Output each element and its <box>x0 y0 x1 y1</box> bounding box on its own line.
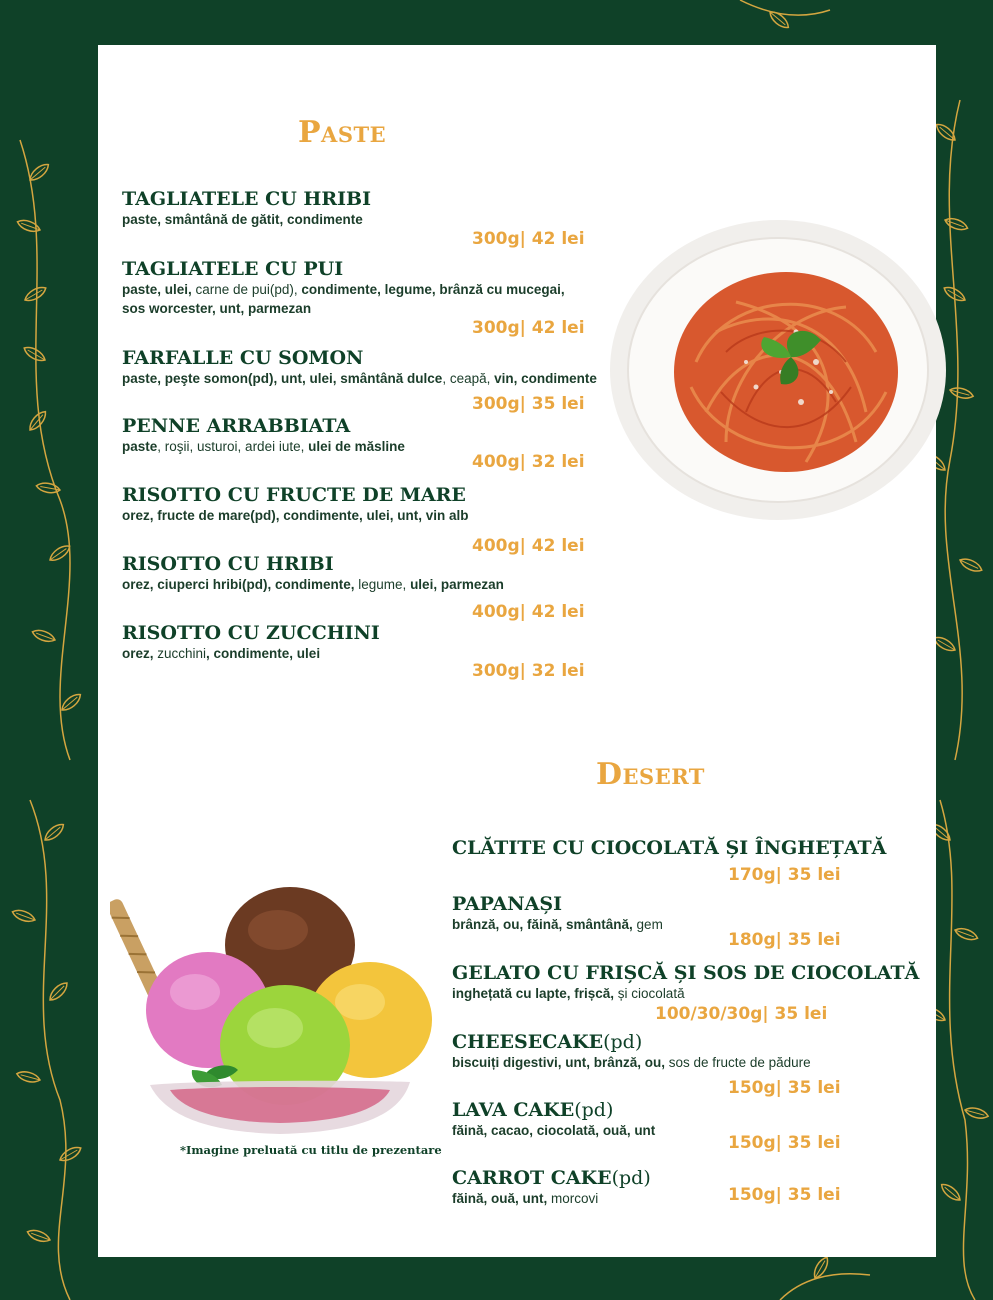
item-description: orez, ciuperci hribi(pd), condimente, legume, ulei, parmezan <box>122 577 504 592</box>
item-description: paste, roşii, usturoi, ardei iute, ulei de măsline <box>122 439 405 454</box>
item-price: 400g| 42 lei <box>472 602 585 622</box>
spaghetti-plate-image <box>606 212 946 522</box>
item-name: CARROT CAKE(pd) <box>452 1167 651 1189</box>
item-description: brânză, ou, făină, smântână, gem <box>452 917 663 932</box>
item-name: RISOTTO CU ZUCCHINI <box>122 622 380 644</box>
item-name: CLĂTITE CU CIOCOLATĂ ȘI ÎNGHEȚATĂ <box>452 837 887 859</box>
item-description: orez, fructe de mare(pd), condimente, ulei, unt, vin alb <box>122 508 469 523</box>
menu-item <box>452 962 972 1003</box>
item-price: 400g| 32 lei <box>472 452 585 472</box>
item-price: 300g| 42 lei <box>472 318 585 338</box>
item-price: 170g| 35 lei <box>728 865 841 885</box>
item-price: 400g| 42 lei <box>472 536 585 556</box>
item-name: PENNE ARRABBIATA <box>122 415 351 437</box>
item-description: paste, peşte somon(pd), unt, ulei, smântână dulce, ceapă, vin, condimente <box>122 371 597 386</box>
menu-item <box>452 893 972 934</box>
item-price: 150g| 35 lei <box>728 1078 841 1098</box>
item-price: 150g| 35 lei <box>728 1133 841 1153</box>
item-name: RISOTTO CU HRIBI <box>122 553 334 575</box>
menu-item <box>452 837 972 859</box>
item-name: TAGLIATELE CU HRIBI <box>122 188 371 210</box>
menu-item <box>122 347 642 388</box>
item-description: biscuiți digestivi, unt, brânză, ou, sos de fructe de pădure <box>452 1055 811 1070</box>
menu-item <box>452 1167 972 1208</box>
item-name: GELATO CU FRIȘCĂ ȘI SOS DE CIOCOLATĂ <box>452 962 920 984</box>
item-name: RISOTTO CU FRUCTE DE MARE <box>122 484 466 506</box>
item-description: paste, ulei, carne de pui(pd), condimente, legume, brânză cu mucegai, sos worcester, unt, parmezan <box>122 282 565 316</box>
ice-cream-image <box>110 870 435 1145</box>
menu-item <box>452 1031 972 1072</box>
item-price: 300g| 35 lei <box>472 394 585 414</box>
item-price: 300g| 32 lei <box>472 661 585 681</box>
item-price: 300g| 42 lei <box>472 229 585 249</box>
item-name: CHEESECAKE(pd) <box>452 1031 643 1053</box>
desert-section-title: Desert <box>596 757 705 792</box>
paste-section-title: Paste <box>298 115 387 150</box>
item-price: 100/30/30g| 35 lei <box>655 1004 828 1024</box>
menu-item <box>122 415 642 456</box>
item-description: făină, cacao, ciocolată, ouă, unt <box>452 1123 656 1138</box>
menu-item <box>122 258 642 318</box>
menu-item <box>122 188 642 229</box>
item-price: 180g| 35 lei <box>728 930 841 950</box>
item-description: inghețată cu lapte, frișcă, și ciocolată <box>452 986 685 1001</box>
menu-item <box>122 622 642 663</box>
menu-item <box>122 484 642 525</box>
menu-item <box>122 553 642 594</box>
item-description: paste, smântână de gătit, condimente <box>122 212 363 227</box>
item-name: LAVA CAKE(pd) <box>452 1099 614 1121</box>
item-description: făină, ouă, unt, morcovi <box>452 1191 599 1206</box>
menu-item <box>452 1099 972 1140</box>
image-caption: *Imagine preluată cu titlu de prezentare <box>180 1143 442 1157</box>
item-name: TAGLIATELE CU PUI <box>122 258 344 280</box>
item-description: orez, zucchini, condimente, ulei <box>122 646 321 661</box>
item-price: 150g| 35 lei <box>728 1185 841 1205</box>
item-name: PAPANAȘI <box>452 893 563 915</box>
item-name: FARFALLE CU SOMON <box>122 347 364 369</box>
